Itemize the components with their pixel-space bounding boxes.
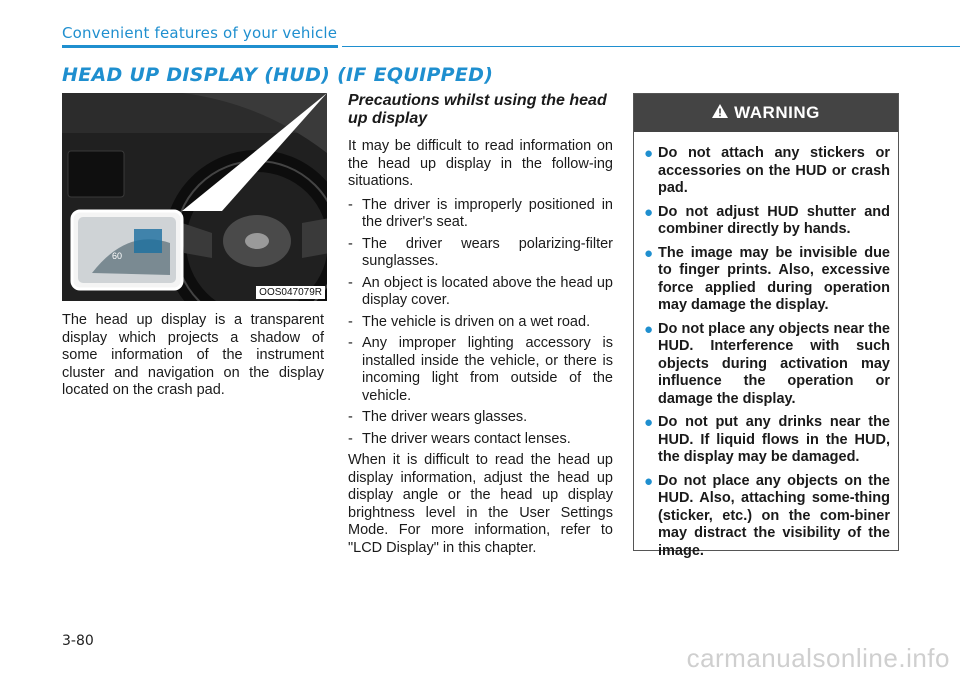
precautions-closing: When it is difficult to read the head up display information, adjust the head up display angle or the head up display brightness level in the User Settings Mode. For more information, refer to "LCD Display" in this chapter. (348, 452, 613, 556)
list-item: ● The image may be invisible due to finger prints. Also, excessive force applied during operation may damage the display. (644, 244, 890, 313)
list-item: - Any improper lighting accessory is installed inside the vehicle, or there is incoming light from outside of the vehicle. (348, 335, 613, 404)
precautions-section (348, 92, 613, 563)
section-title: Convenient features of your vehicle (62, 24, 338, 42)
figure-code: OOS047079R (256, 286, 325, 299)
intro-paragraph: The head up display is a transparent display which projects a shadow of some information of the instrument cluster and navigation on the display located on the crash pad. (62, 312, 324, 398)
section-rule (342, 46, 960, 47)
warning-box (633, 93, 899, 559)
precautions-list (348, 197, 613, 449)
hud-figure (62, 93, 327, 301)
list-item: - The driver wears glasses. (348, 409, 528, 425)
precautions-intro: It may be difficult to read information on the head up display in the follow-ing situations. (348, 138, 613, 189)
bullet-icon: ● (644, 244, 654, 262)
warning-label: WARNING (734, 103, 820, 122)
list-item: ● Do not place any objects near the HUD. Interference with such objects during activation may influence the operation or damage the display. (644, 320, 890, 407)
bullet-icon: ● (644, 320, 654, 338)
list-item: - The driver wears polarizing-filter sunglasses. (348, 235, 613, 269)
list-item: ● Do not place any objects on the HUD. Also, attaching some-thing (sticker, etc.) on the com-biner may distract the visibility of the image. (644, 472, 890, 559)
precautions-title: Precautions whilst using the head up display (348, 92, 607, 127)
list-item: - An object is located above the head up display cover. (348, 274, 613, 308)
watermark: carmanualsonline.info (686, 643, 950, 673)
list-item: ● Do not adjust HUD shutter and combiner directly by hands. (644, 203, 890, 237)
page-number: 3-80 (62, 633, 94, 649)
page-title: HEAD UP DISPLAY (HUD) (IF EQUIPPED) (62, 64, 494, 86)
warning-list (634, 132, 898, 560)
bullet-icon: ● (644, 414, 654, 431)
section-underline (62, 45, 338, 48)
bullet-icon: ● (644, 203, 654, 221)
bullet-icon: ● (644, 472, 654, 490)
hud-dashboard-illustration (62, 93, 327, 301)
list-item: ● Do not attach any stickers or accessories on the HUD or crash pad. (644, 145, 890, 196)
list-item: ● Do not put any drinks near the HUD. If liquid flows in the HUD, the display may be damaged. (644, 414, 890, 465)
list-item: - The vehicle is driven on a wet road. (348, 313, 591, 330)
list-item: - The driver wears contact lenses. (348, 430, 571, 447)
bullet-icon: ● (644, 145, 654, 162)
svg-text:60: 60 (112, 251, 123, 261)
warning-triangle-icon (712, 103, 728, 123)
warning-header (634, 94, 898, 132)
list-item: - The driver is improperly positioned in the driver's seat. (348, 196, 613, 230)
